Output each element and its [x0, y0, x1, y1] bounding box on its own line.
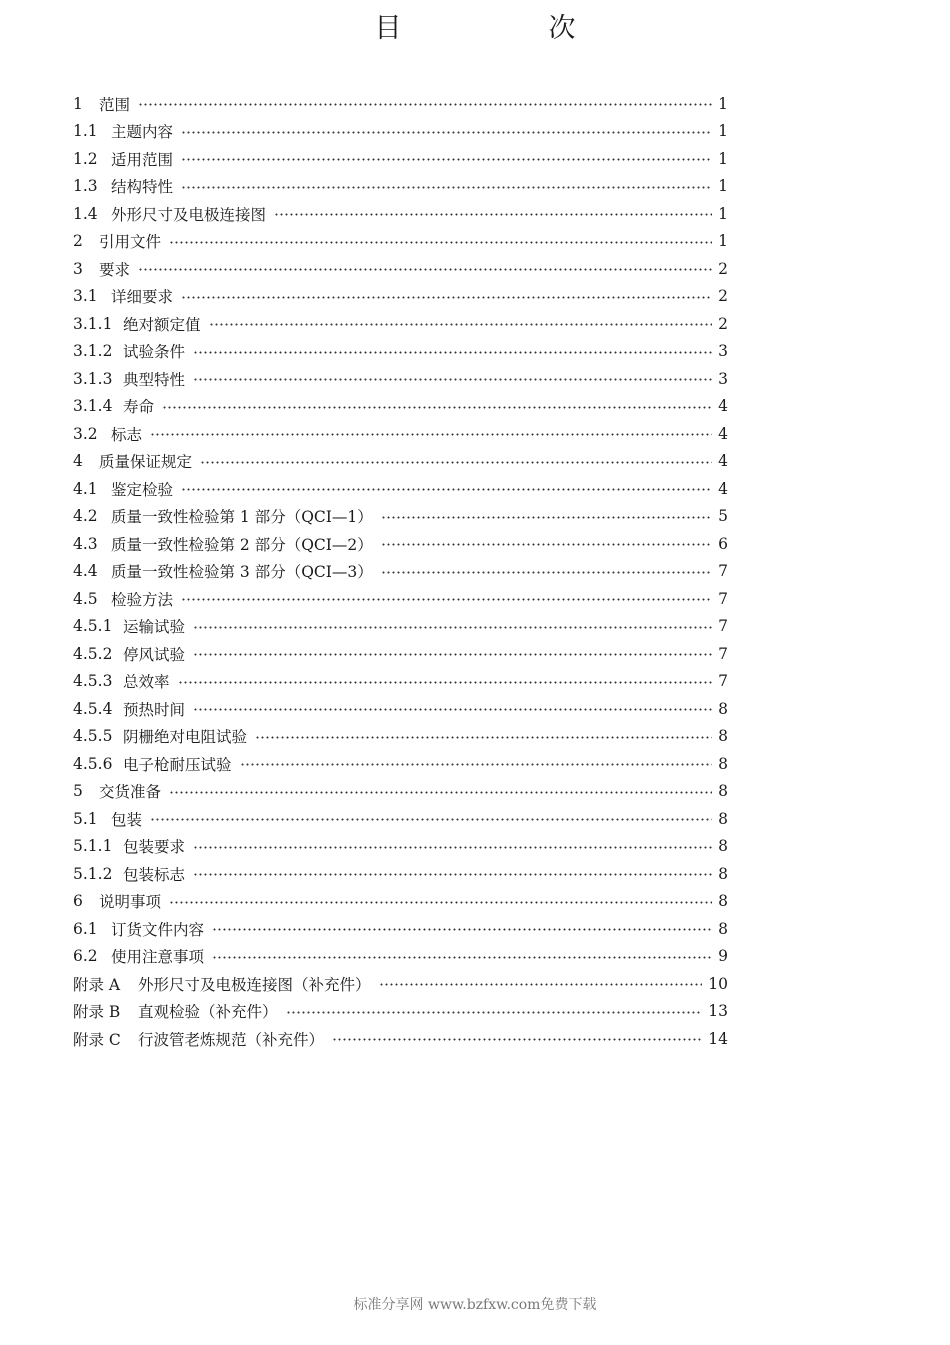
toc-entry-page: 3: [718, 369, 728, 388]
toc-leader-dots: [379, 983, 703, 986]
toc-leader-dots: [209, 323, 712, 326]
toc-entry-number: 4.2: [73, 507, 98, 526]
toc-entry-page: 4: [718, 479, 728, 498]
toc-entry-label: 检验方法: [111, 590, 174, 609]
toc-entry-page: 4: [718, 452, 728, 471]
toc-leader-dots: [381, 571, 712, 574]
toc-entry-page: 7: [718, 617, 728, 636]
toc-entry[interactable]: [73, 310, 728, 338]
toc-entry-label: 质量一致性检验第 1 部分（QCI—1）: [111, 508, 373, 527]
toc-entry-page: 7: [718, 589, 728, 608]
toc-leader-dots: [286, 1011, 703, 1014]
toc-entry[interactable]: [73, 475, 728, 503]
toc-entry-page: 4: [718, 397, 728, 416]
toc-entry-label: 直观检验（补充件）: [138, 1003, 278, 1022]
toc-entry[interactable]: [73, 888, 728, 916]
toc-entry[interactable]: [73, 1025, 728, 1053]
toc-entry[interactable]: [73, 613, 728, 641]
toc-entry-number: 附录 C: [73, 1030, 121, 1049]
toc-entry-number: 4.1: [73, 479, 98, 498]
toc-leader-dots: [138, 103, 712, 106]
toc-leader-dots: [181, 296, 712, 299]
toc-leader-dots: [332, 1038, 702, 1041]
toc-entry-number: 4.5: [73, 589, 98, 608]
toc-leader-dots: [381, 543, 712, 546]
toc-entry-label: 外形尺寸及电极连接图: [111, 205, 267, 224]
toc-leader-dots: [138, 268, 712, 271]
toc-entry-page: 1: [718, 94, 728, 113]
toc-entry-number: 3.1.3: [73, 369, 113, 388]
toc-entry-page: 14: [708, 1029, 728, 1048]
toc-entry-page: 8: [718, 919, 728, 938]
toc-entry-number: 1.3: [73, 177, 98, 196]
toc-leader-dots: [193, 708, 712, 711]
toc-entry[interactable]: [73, 943, 728, 971]
table-of-contents: [73, 90, 728, 1053]
toc-entry[interactable]: [73, 118, 728, 146]
toc-entry-number: 1: [73, 94, 83, 113]
toc-leader-dots: [240, 763, 712, 766]
toc-entry-label: 范围: [99, 95, 131, 114]
toc-entry[interactable]: [73, 833, 728, 861]
toc-entry-number: 1.4: [73, 204, 98, 223]
toc-entry-number: 3.2: [73, 424, 98, 443]
toc-entry-number: 6: [73, 892, 83, 911]
toc-entry-number: 6.1: [73, 919, 98, 938]
toc-entry-number: 4.5.2: [73, 644, 113, 663]
toc-leader-dots: [193, 873, 712, 876]
toc-entry[interactable]: [73, 530, 728, 558]
toc-entry-number: 3.1.4: [73, 397, 113, 416]
toc-leader-dots: [212, 928, 712, 931]
toc-entry-label: 引用文件: [99, 233, 162, 252]
toc-entry-label: 阴栅绝对电阻试验: [123, 728, 248, 747]
toc-entry-number: 1.2: [73, 149, 98, 168]
toc-leader-dots: [181, 598, 712, 601]
toc-entry-number: 3.1: [73, 287, 98, 306]
toc-entry-label: 行波管老炼规范（补充件）: [138, 1030, 325, 1049]
toc-entry[interactable]: [73, 970, 728, 998]
toc-entry-number: 附录 B: [73, 1003, 121, 1022]
toc-leader-dots: [200, 461, 712, 464]
toc-leader-dots: [274, 213, 712, 216]
toc-entry-label: 运输试验: [123, 618, 186, 637]
toc-leader-dots: [181, 488, 712, 491]
footer-watermark: 标准分享网 www.bzfxw.com免费下载: [353, 1297, 597, 1313]
toc-entry-label: 详细要求: [111, 288, 174, 307]
toc-leader-dots: [193, 378, 712, 381]
toc-entry[interactable]: [73, 200, 728, 228]
toc-entry-number: 3: [73, 259, 83, 278]
toc-entry-page: 1: [718, 122, 728, 141]
toc-entry-page: 4: [718, 424, 728, 443]
toc-leader-dots: [169, 791, 712, 794]
toc-leader-dots: [150, 818, 712, 821]
toc-entry[interactable]: [73, 860, 728, 888]
toc-entry[interactable]: [73, 255, 728, 283]
toc-entry-page: 1: [718, 232, 728, 251]
toc-entry[interactable]: [73, 145, 728, 173]
toc-entry-label: 质量一致性检验第 3 部分（QCI—3）: [111, 563, 373, 582]
toc-entry-number: 4: [73, 452, 83, 471]
toc-entry[interactable]: [73, 778, 728, 806]
toc-entry-page: 5: [718, 507, 728, 526]
toc-entry[interactable]: [73, 228, 728, 256]
toc-entry[interactable]: [73, 448, 728, 476]
toc-entry-number: 4.3: [73, 534, 98, 553]
toc-entry-label: 试验条件: [123, 343, 186, 362]
toc-entry[interactable]: [73, 695, 728, 723]
toc-leader-dots: [169, 241, 712, 244]
toc-entry-label: 质量保证规定: [99, 453, 193, 472]
toc-entry-number: 附录 A: [73, 975, 121, 994]
toc-entry-label: 使用注意事项: [111, 948, 205, 967]
toc-entry-label: 结构特性: [111, 178, 174, 197]
toc-leader-dots: [169, 901, 712, 904]
toc-entry-page: 8: [718, 892, 728, 911]
toc-entry-page: 9: [718, 947, 728, 966]
toc-entry-label: 绝对额定值: [123, 315, 201, 334]
toc-leader-dots: [150, 433, 712, 436]
toc-entry-label: 停风试验: [123, 645, 186, 664]
toc-leader-dots: [162, 406, 712, 409]
toc-entry-page: 8: [718, 837, 728, 856]
toc-entry[interactable]: [73, 393, 728, 421]
toc-entry[interactable]: [73, 998, 728, 1026]
toc-entry-label: 适用范围: [111, 150, 174, 169]
toc-entry-page: 7: [718, 672, 728, 691]
toc-entry-label: 预热时间: [123, 700, 186, 719]
toc-entry-label: 寿命: [123, 398, 155, 417]
toc-entry-page: 8: [718, 809, 728, 828]
toc-entry-label: 包装: [111, 810, 143, 829]
toc-entry-number: 4.5.4: [73, 699, 113, 718]
toc-entry-label: 质量一致性检验第 2 部分（QCI—2）: [111, 535, 373, 554]
toc-entry[interactable]: [73, 420, 728, 448]
toc-entry-number: 4.5.3: [73, 672, 113, 691]
toc-leader-dots: [181, 186, 712, 189]
toc-leader-dots: [181, 158, 712, 161]
toc-entry-number: 4.5.6: [73, 754, 113, 773]
toc-entry-page: 1: [718, 204, 728, 223]
toc-leader-dots: [193, 653, 712, 656]
toc-leader-dots: [381, 516, 712, 519]
toc-entry-page: 13: [708, 1002, 728, 1021]
toc-leader-dots: [193, 626, 712, 629]
toc-entry[interactable]: [73, 503, 728, 531]
toc-entry-page: 7: [718, 562, 728, 581]
toc-entry-page: 8: [718, 699, 728, 718]
toc-entry-page: 7: [718, 644, 728, 663]
toc-entry-page: 3: [718, 342, 728, 361]
toc-entry-label: 交货准备: [99, 783, 162, 802]
toc-leader-dots: [193, 846, 712, 849]
toc-entry-page: 1: [718, 149, 728, 168]
toc-entry-label: 标志: [111, 425, 143, 444]
toc-entry-label: 订货文件内容: [111, 920, 205, 939]
toc-entry-number: 5.1.1: [73, 837, 113, 856]
toc-leader-dots: [255, 736, 712, 739]
toc-entry-label: 要求: [99, 260, 131, 279]
toc-entry-number: 3.1.1: [73, 314, 113, 333]
toc-entry[interactable]: [73, 365, 728, 393]
toc-leader-dots: [178, 681, 712, 684]
toc-entry-number: 5.1: [73, 809, 98, 828]
toc-entry-number: 4.5.5: [73, 727, 113, 746]
toc-entry-label: 外形尺寸及电极连接图（补充件）: [138, 975, 371, 994]
toc-entry-label: 包装标志: [123, 865, 186, 884]
toc-entry-number: 3.1.2: [73, 342, 113, 361]
toc-entry[interactable]: [73, 90, 728, 118]
toc-entry[interactable]: [73, 585, 728, 613]
toc-leader-dots: [181, 131, 712, 134]
toc-entry[interactable]: [73, 173, 728, 201]
toc-leader-dots: [193, 351, 712, 354]
toc-entry-number: 4.5.1: [73, 617, 113, 636]
toc-entry-page: 10: [708, 974, 728, 993]
toc-entry-label: 说明事项: [99, 893, 162, 912]
toc-entry-page: 1: [718, 177, 728, 196]
toc-entry-page: 2: [718, 287, 728, 306]
page-title: 目 次: [374, 13, 636, 44]
toc-entry[interactable]: [73, 668, 728, 696]
toc-entry-label: 包装要求: [123, 838, 186, 857]
toc-entry-number: 5.1.2: [73, 864, 113, 883]
toc-entry-label: 主题内容: [111, 123, 174, 142]
toc-entry-page: 2: [718, 314, 728, 333]
toc-entry-number: 2: [73, 232, 83, 251]
toc-entry-label: 典型特性: [123, 370, 186, 389]
toc-entry-page: 8: [718, 864, 728, 883]
toc-entry-page: 8: [718, 727, 728, 746]
toc-entry-label: 鉴定检验: [111, 480, 174, 499]
toc-entry-number: 6.2: [73, 947, 98, 966]
toc-entry[interactable]: [73, 723, 728, 751]
toc-entry-number: 5: [73, 782, 83, 801]
toc-entry-label: 电子枪耐压试验: [123, 755, 232, 774]
toc-entry-page: 8: [718, 754, 728, 773]
toc-entry-page: 2: [718, 259, 728, 278]
toc-entry[interactable]: [73, 640, 728, 668]
toc-entry[interactable]: [73, 558, 728, 586]
toc-entry-label: 总效率: [123, 673, 170, 692]
toc-entry[interactable]: [73, 338, 728, 366]
toc-entry[interactable]: [73, 283, 728, 311]
toc-entry-page: 6: [718, 534, 728, 553]
toc-entry[interactable]: [73, 915, 728, 943]
toc-leader-dots: [212, 956, 712, 959]
toc-entry-page: 8: [718, 782, 728, 801]
toc-entry[interactable]: [73, 805, 728, 833]
toc-entry-number: 4.4: [73, 562, 98, 581]
toc-entry-number: 1.1: [73, 122, 98, 141]
toc-entry[interactable]: [73, 750, 728, 778]
